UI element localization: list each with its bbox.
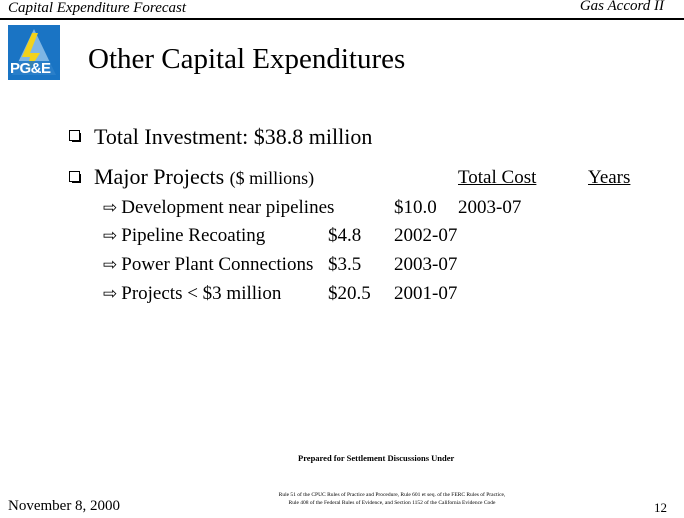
project-row-name: ⇨ Development near pipelines <box>103 197 335 218</box>
header-rule <box>0 18 684 20</box>
project-row-cost: $3.5 <box>328 254 362 275</box>
header-right-title: Gas Accord II <box>579 0 664 14</box>
project-row-cost: $20.5 <box>328 283 371 304</box>
logo-text: PG&E <box>10 60 51 77</box>
project-row-years: 2002-07 <box>394 225 458 246</box>
project-row-name: ⇨ Power Plant Connections <box>103 254 314 275</box>
footer-date: November 8, 2000 <box>8 498 121 514</box>
project-row-years: 2001-07 <box>394 283 458 304</box>
outline-arrow-icon: ⇨ <box>103 284 118 303</box>
outline-arrow-icon: ⇨ <box>103 198 118 217</box>
header-left-title: Capital Expenditure Forecast <box>8 0 187 16</box>
page-number: 12 <box>654 500 667 515</box>
checkbox-bullet-icon <box>69 130 80 141</box>
major-projects-units: ($ millions) <box>229 168 315 188</box>
total-cost-header: Total Cost <box>458 167 537 188</box>
footer-rules-text: Rule 51 of the CPUC Rules of Practice and Procedure, Rule 601 et seq. of the FERC Rules of Practice, Rule 408 of the Federal Rules of Evidence, and Section 1152 of the California Evidence Code <box>278 492 506 506</box>
major-projects-label <box>94 164 314 190</box>
footer-prepared-title: Prepared for Settlement Discussions Under <box>298 453 455 463</box>
project-row-years: 2003-07 <box>394 254 458 275</box>
outline-arrow-icon: ⇨ <box>103 255 118 274</box>
project-row-cost: $4.8 <box>328 225 362 246</box>
project-row-years: 2003-07 <box>458 197 522 218</box>
checkbox-bullet-icon <box>69 171 80 182</box>
total-investment-text: Total Investment: $38.8 million <box>94 124 373 149</box>
pge-logo <box>8 25 60 80</box>
years-header: Years <box>588 167 631 188</box>
outline-arrow-icon: ⇨ <box>103 226 118 245</box>
major-projects-text: Major Projects <box>94 164 225 189</box>
project-row-name: ⇨ Pipeline Recoating <box>103 225 266 246</box>
slide-title: Other Capital Expenditures <box>88 43 406 75</box>
project-row-cost: $10.0 <box>394 197 437 218</box>
project-row-name: ⇨ Projects < $3 million <box>103 283 282 304</box>
